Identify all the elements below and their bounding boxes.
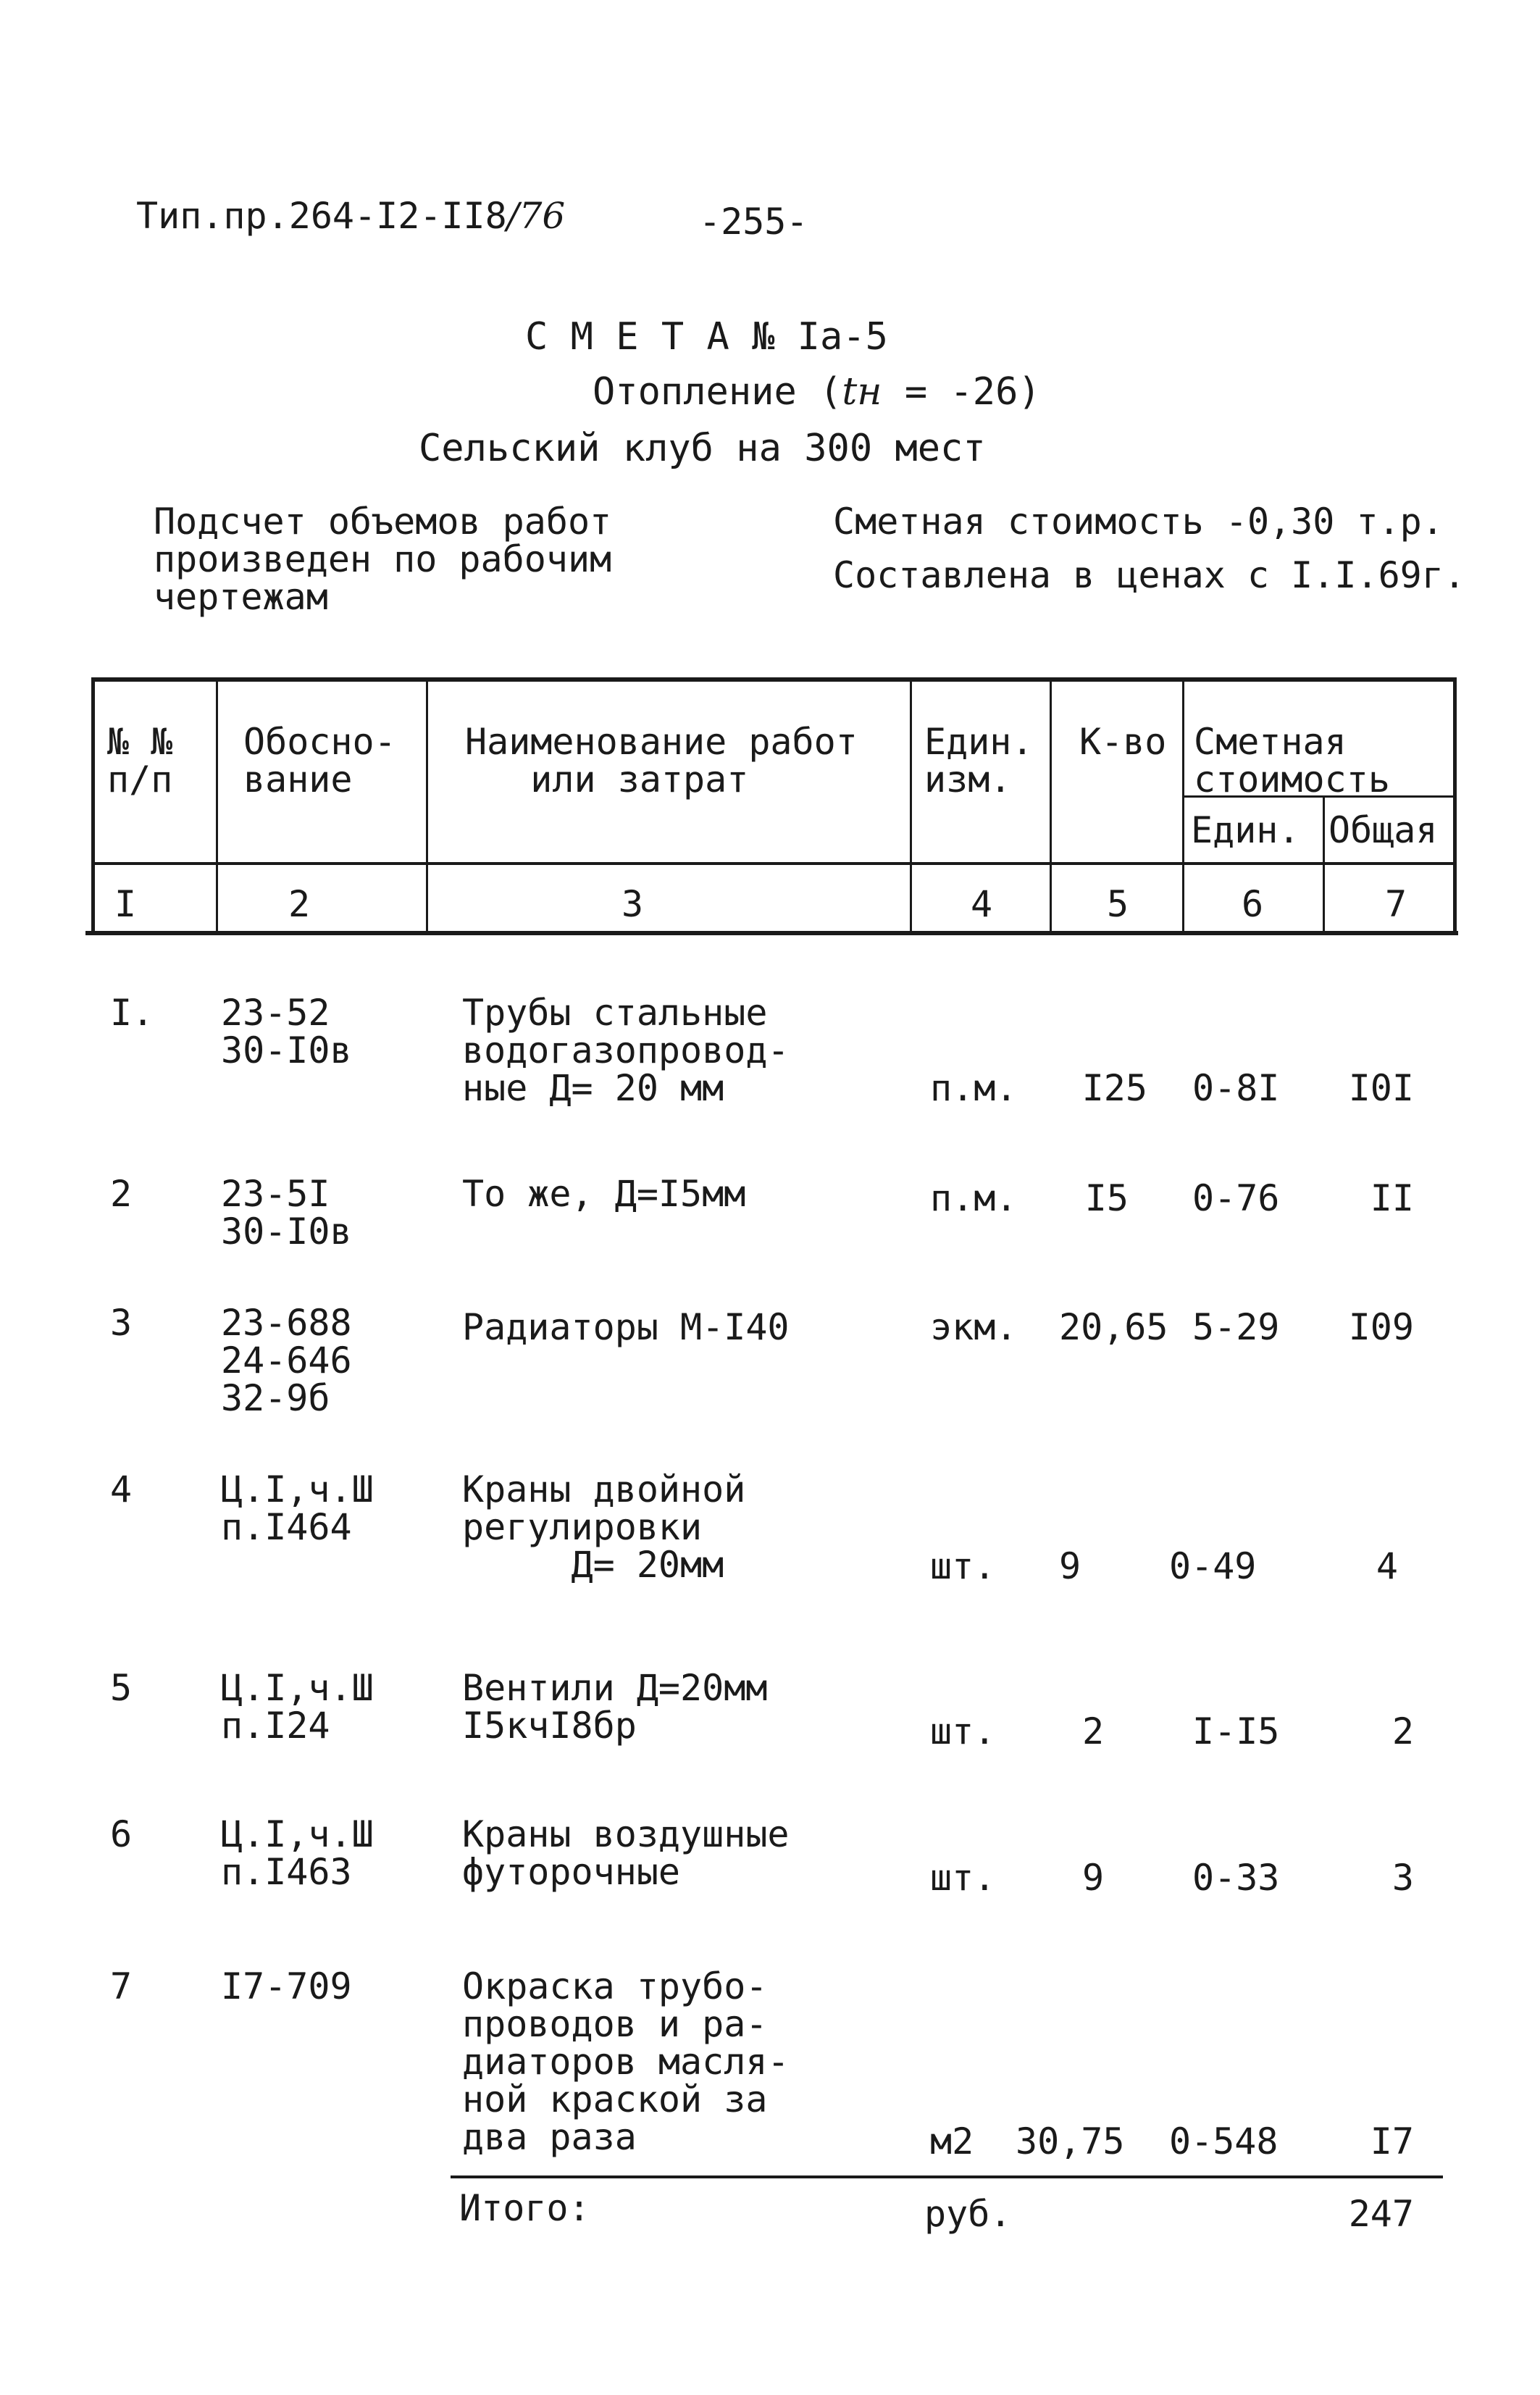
row-unit: шт. bbox=[930, 1710, 996, 1752]
header-cost-total: Общая bbox=[1328, 809, 1438, 851]
row-total: 2 bbox=[1392, 1710, 1414, 1752]
header-cost-unit: Един. bbox=[1191, 809, 1300, 851]
row-unit: экм. bbox=[930, 1306, 1018, 1348]
col-divider-1 bbox=[216, 677, 218, 935]
document-code-handwritten-suffix: /76 bbox=[506, 195, 566, 237]
header-row-number: № № п/п bbox=[107, 721, 173, 801]
row-quantity: I25 bbox=[1081, 1067, 1147, 1109]
row-basis: 23-52 30-I0в bbox=[221, 992, 352, 1071]
col-divider-5 bbox=[1182, 677, 1184, 935]
row-number: 4 bbox=[110, 1468, 133, 1510]
outdoor-temp-variable: tн bbox=[842, 370, 882, 414]
row-total: 3 bbox=[1392, 1857, 1414, 1899]
row-number: 2 bbox=[110, 1173, 133, 1215]
row-unit-price: 0-33 bbox=[1192, 1857, 1280, 1899]
header-estimated-cost: Сметная стоимость bbox=[1194, 721, 1390, 801]
row-total: II bbox=[1370, 1177, 1414, 1219]
col-number-3: 3 bbox=[622, 883, 644, 925]
row-quantity: 20,65 bbox=[1059, 1306, 1168, 1348]
col-number-4: 4 bbox=[971, 883, 993, 925]
col-number-2: 2 bbox=[288, 883, 311, 925]
row-unit: м2 bbox=[930, 2120, 974, 2162]
header-unit: Един. изм. bbox=[924, 721, 1034, 801]
page-number: -255- bbox=[699, 201, 808, 243]
price-basis-note: Составлена в ценах с I.I.69г. bbox=[833, 554, 1465, 596]
total-value: 247 bbox=[1348, 2193, 1414, 2235]
row-basis: I7-709 bbox=[221, 1965, 352, 2007]
row-basis: 23-688 24-646 32-9б bbox=[221, 1302, 352, 1419]
estimate-title: С М Е Т А № Iа-5 bbox=[525, 315, 888, 359]
col-divider-4 bbox=[1050, 677, 1052, 935]
row-number: 6 bbox=[110, 1813, 133, 1855]
total-unit: руб. bbox=[924, 2193, 1012, 2235]
table-right-border bbox=[1453, 677, 1457, 935]
volume-calculation-note: Подсчет объемов работ произведен по рабочим чертежам bbox=[154, 501, 612, 618]
row-quantity: I5 bbox=[1084, 1177, 1129, 1219]
table-left-border bbox=[91, 677, 95, 935]
header-bottom-rule bbox=[94, 862, 1456, 865]
row-quantity: 2 bbox=[1082, 1710, 1105, 1752]
col-divider-3 bbox=[910, 677, 912, 935]
row-work-name: Окраска трубо- проводов и ра- диаторов масля- ной краской за два раза bbox=[462, 1965, 790, 2158]
row-basis: Ц.I,ч.Ш п.I24 bbox=[221, 1667, 374, 1747]
column-numbers-bottom-rule bbox=[85, 931, 1458, 935]
col-number-1: I bbox=[114, 883, 137, 925]
row-number: 5 bbox=[110, 1667, 133, 1709]
row-work-name: То же, Д=I5мм bbox=[462, 1173, 746, 1215]
total-separator-rule bbox=[451, 2175, 1443, 2178]
row-unit: шт. bbox=[930, 1857, 996, 1899]
table-top-border bbox=[94, 677, 1456, 682]
row-unit-price: 0-548 bbox=[1169, 2120, 1279, 2162]
row-total: I7 bbox=[1370, 2120, 1414, 2162]
row-unit-price: 0-76 bbox=[1192, 1177, 1280, 1219]
row-basis: Ц.I,ч.Ш п.I464 bbox=[221, 1468, 374, 1548]
row-basis: 23-5I 30-I0в bbox=[221, 1173, 352, 1253]
row-work-name: Трубы стальные водогазопровод- ные Д= 20 мм bbox=[462, 992, 790, 1109]
col-divider-2 bbox=[426, 677, 428, 935]
estimated-cost-note: Сметная стоимость -0,30 т.р. bbox=[833, 501, 1444, 543]
row-unit-price: 0-8I bbox=[1192, 1067, 1280, 1109]
total-label: Итого: bbox=[459, 2187, 590, 2229]
row-unit-price: I-I5 bbox=[1192, 1710, 1280, 1752]
header-work-name: Наименование работ или затрат bbox=[465, 721, 858, 801]
row-unit: п.м. bbox=[930, 1177, 1018, 1219]
subtitle-prefix: Отопление ( bbox=[593, 370, 842, 414]
subtitle-suffix: = -26) bbox=[882, 370, 1041, 414]
row-number: 7 bbox=[110, 1965, 133, 2007]
row-work-name: Вентили Д=20мм I5кчI8бр bbox=[462, 1667, 768, 1747]
row-quantity: 9 bbox=[1082, 1857, 1105, 1899]
col-divider-6 bbox=[1323, 795, 1325, 935]
row-number: 3 bbox=[110, 1302, 133, 1344]
object-name: Сельский клуб на 300 мест bbox=[419, 427, 986, 470]
header-quantity: К-во bbox=[1079, 721, 1167, 763]
row-basis: Ц.I,ч.Ш п.I463 bbox=[221, 1813, 374, 1893]
document-reference bbox=[136, 196, 565, 236]
document-code: Тип.пр.264-I2-II8 bbox=[136, 195, 507, 237]
col-number-5: 5 bbox=[1107, 883, 1129, 925]
row-number: I. bbox=[110, 992, 154, 1034]
estimate-subtitle bbox=[593, 371, 1041, 413]
row-quantity: 30,75 bbox=[1016, 2120, 1125, 2162]
row-unit: п.м. bbox=[930, 1067, 1018, 1109]
row-work-name: Радиаторы М-I40 bbox=[462, 1306, 790, 1348]
row-quantity: 9 bbox=[1059, 1545, 1081, 1587]
col-number-6: 6 bbox=[1242, 883, 1264, 925]
row-total: I0I bbox=[1348, 1067, 1414, 1109]
row-unit-price: 0-49 bbox=[1169, 1545, 1257, 1587]
col-number-7: 7 bbox=[1385, 883, 1407, 925]
header-basis: Обосно- вание bbox=[243, 721, 396, 801]
row-total: 4 bbox=[1376, 1545, 1398, 1587]
row-work-name: Краны воздушные футорочные bbox=[462, 1813, 790, 1893]
row-unit: шт. bbox=[930, 1545, 996, 1587]
row-work-name: Краны двойной регулировки Д= 20мм bbox=[462, 1468, 746, 1586]
row-total: I09 bbox=[1348, 1306, 1414, 1348]
row-unit-price: 5-29 bbox=[1192, 1306, 1280, 1348]
